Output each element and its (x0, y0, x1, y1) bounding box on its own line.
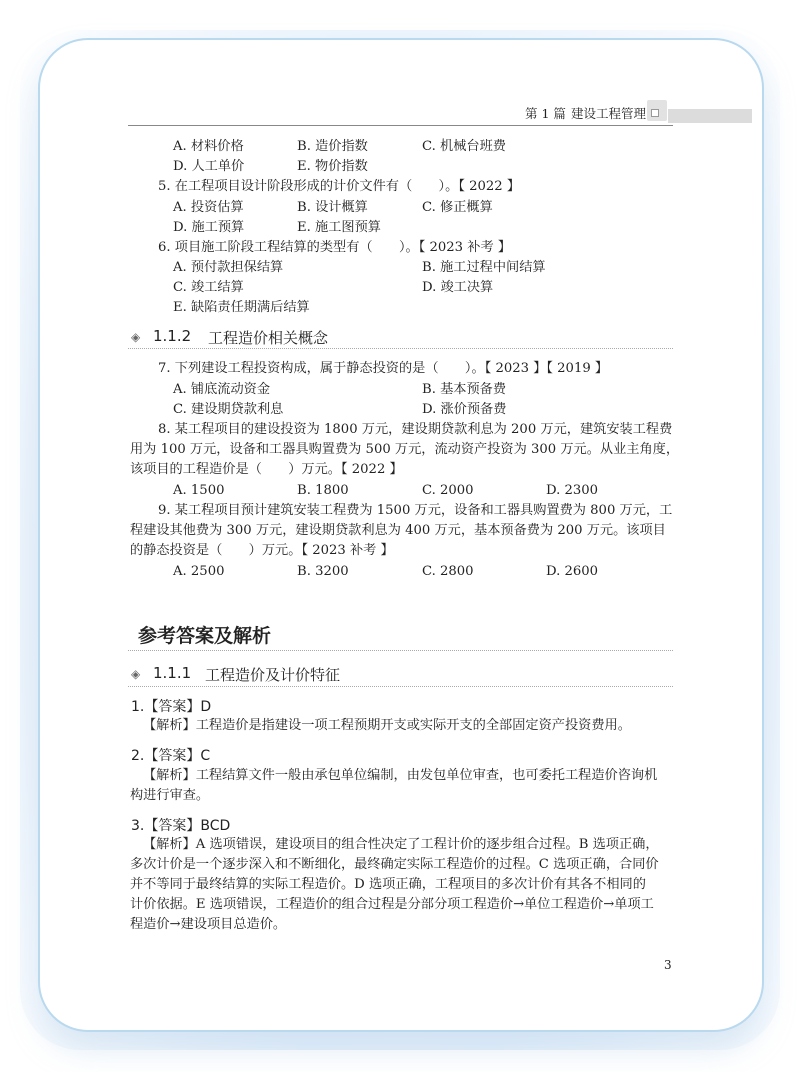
option: B. 3200 (297, 564, 349, 579)
section-title: 工程造价及计价特征 (205, 666, 341, 684)
answer-label: 1.【答案】D (131, 699, 212, 715)
question-stem: 8. 某工程项目的建设投资为 1800 万元，建设期贷款利息为 200 万元，建筑安装工程费 (158, 422, 673, 437)
option: C. 建设期贷款利息 (173, 402, 284, 417)
running-header-title: 建设工程管理 (571, 106, 647, 121)
option: C. 修正概算 (422, 200, 493, 215)
option: D. 2600 (546, 564, 599, 579)
option: D. 涨价预备费 (422, 402, 507, 417)
answer-label: 2.【答案】C (131, 748, 211, 764)
section-number: 1.1.1 (153, 664, 192, 682)
option: C. 2800 (422, 564, 474, 579)
question-stem: 的静态投资是（ ）万元。【 2023 补考 】 (130, 543, 394, 558)
answer-explanation: 计价依据。E 选项错误，工程造价的组合过程是分部分项工程造价→单位工程造价→单项工 (130, 897, 654, 912)
question-stem: 该项目的工程造价是（ ）万元。【 2022 】 (130, 462, 403, 477)
answer-explanation: 【解析】A 选项错误，建设项目的组合性决定了工程计价的逐步组合过程。B 选项正确， (143, 837, 659, 852)
answer-explanation: 构进行审查。 (130, 788, 210, 803)
page-number: 3 (664, 958, 672, 972)
option: D. 人工单价 (173, 159, 245, 174)
header-rule (128, 125, 673, 126)
option: A. 预付款担保结算 (173, 260, 284, 275)
section-divider (128, 686, 673, 687)
option: E. 施工图预算 (297, 220, 381, 235)
section-diamond-icon: ◈ (131, 667, 141, 681)
answer-explanation: 【解析】工程结算文件一般由承包单位编制，由发包单位审查，也可委托工程造价咨询机 (143, 768, 658, 783)
option: A. 铺底流动资金 (173, 382, 271, 397)
option: D. 竣工决算 (422, 280, 494, 295)
option: A. 1500 (173, 483, 225, 498)
option: D. 施工预算 (173, 220, 245, 235)
answer-explanation: 并不等同于最终结算的实际工程造价。D 选项正确，工程项目的多次计价有其各不相同的 (130, 877, 646, 892)
option: E. 物价指数 (297, 159, 368, 174)
section-diamond-icon: ◈ (131, 330, 141, 344)
header-bar (668, 109, 752, 123)
question-stem: 6. 项目施工阶段工程结算的类型有（ ）。【 2023 补考 】 (158, 240, 512, 255)
question-stem: 用为 100 万元，设备和工器具购置费为 500 万元，流动资产投资为 300 万元。从业主角度， (130, 442, 680, 457)
answer-explanation: 【解析】工程造价是指建设一项工程预期开支或实际开支的全部固定资产投资费用。 (143, 718, 631, 733)
option: B. 设计概算 (297, 200, 368, 215)
option: C. 2000 (422, 483, 474, 498)
question-stem: 9. 某工程项目预计建筑安装工程费为 1500 万元，设备和工器具购置费为 800 万元，工 (158, 503, 673, 518)
option: E. 缺陷责任期满后结算 (173, 300, 310, 315)
answer-label: 3.【答案】BCD (131, 818, 231, 834)
option: A. 材料价格 (173, 139, 244, 154)
option: B. 施工过程中间结算 (422, 260, 546, 275)
answer-explanation: 程造价→建设项目总造价。 (130, 917, 287, 932)
question-stem: 7. 下列建设工程投资构成，属于静态投资的是（ ）。【 2023 】【 2019 】 (158, 361, 609, 376)
option: A. 投资估算 (173, 200, 244, 215)
option: C. 竣工结算 (173, 280, 244, 295)
question-stem: 程建设其他费为 300 万元，建设期贷款利息为 400 万元，基本预备费为 200 万元。该项目 (130, 523, 666, 538)
heading-divider (128, 650, 673, 651)
option: B. 造价指数 (297, 139, 368, 154)
header-tab-icon (647, 100, 667, 121)
answer-explanation: 多次计价是一个逐步深入和不断细化，最终确定实际工程造价的过程。C 选项正确，合同价 (130, 857, 659, 872)
section-divider (128, 348, 673, 349)
answers-heading: 参考答案及解析 (138, 625, 272, 647)
option: B. 基本预备费 (422, 382, 507, 397)
option: A. 2500 (173, 564, 225, 579)
option: D. 2300 (546, 483, 599, 498)
section-title: 工程造价相关概念 (208, 329, 329, 347)
option: C. 机械台班费 (422, 139, 506, 154)
option: B. 1800 (297, 483, 349, 498)
question-stem: 5. 在工程项目设计阶段形成的计价文件有（ ）。【 2022 】 (158, 179, 521, 194)
section-number: 1.1.2 (153, 327, 192, 345)
running-header-chapter: 第 1 篇 (525, 106, 566, 121)
